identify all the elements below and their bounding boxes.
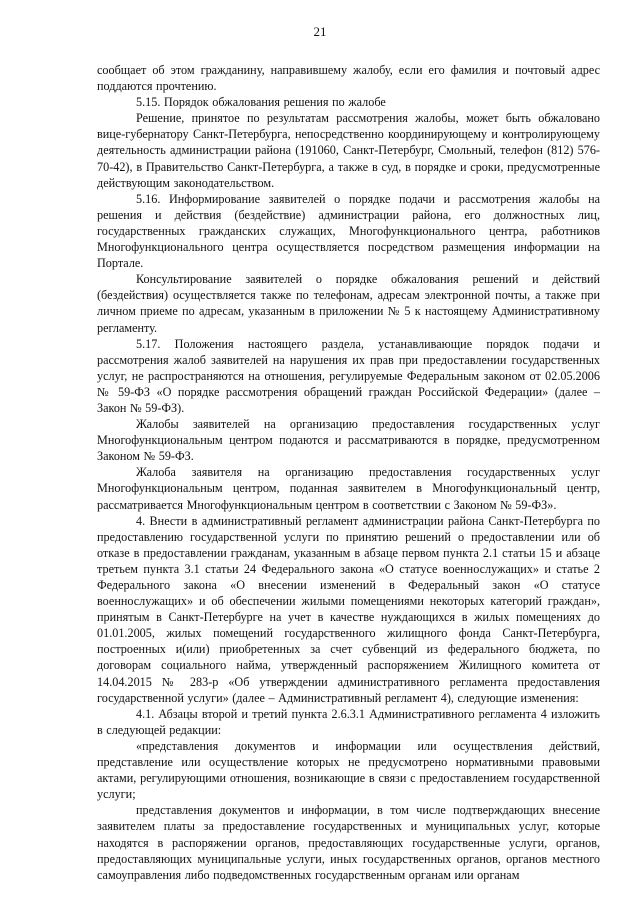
- paragraph: Жалобы заявителей на организацию предоставления государственных услуг Многофункциональным центром подаются и рассматриваются в порядке, предусмотренном Законом № 59-ФЗ.: [97, 417, 600, 464]
- paragraph: 5.15. Порядок обжалования решения по жалобе: [136, 95, 386, 110]
- page-number: 21: [313, 24, 327, 39]
- paragraph: 4.1. Абзацы второй и третий пункта 2.6.3.1 Административного регламента 4 изложить в следующей редакции:: [97, 706, 600, 737]
- paragraph: сообщает об этом гражданину, направившему жалобу, если его фамилия и почтовый адрес поддаются прочтению.: [97, 63, 600, 94]
- paragraph: 4. Внести в административный регламент администрации района Санкт-Петербурга по предоставлению государственной услуги по принятию решений о предоставлении или об отказе в предоставлении гражданам, указанным в абзаце первом пункта 2.1 статьи 15 и абзаце третьем пункта 3.1 статьи 24 Федерального закона «О статусе военнослужащих» и статье 2 Федерального закона «О внесении изменений в Федеральный закон «О статусе военнослужащих» и об обеспечении жилыми помещениями некоторых категорий граждан», принятым в Санкт-Петербурге на учет в качестве нуждающихся в жилых помещениях до 01.01.2005, жилых помещений государственного жилищного фонда Санкт-Петербурга, построенных и(или) приобретенных за счет субвенций из федерального бюджета, по договорам социального найма, утвержденный распоряжением Жилищного комитета от 14.04.2015 № 283-р «Об утверждении административного регламента предоставления государственной услуги» (далее – Административный регламент 4), следующие изменения:: [97, 513, 600, 705]
- document-body: [97, 62, 600, 883]
- paragraph: Консультирование заявителей о порядке обжалования решений и действий (бездействия) осуществляется также по телефонам, адресам электронной почты, а также при личном приеме по адресам, указанным в приложении № 5 к настоящему Административному регламенту.: [97, 272, 600, 335]
- paragraph: 5.16. Информирование заявителей о порядке подачи и рассмотрения жалобы на решения и действия (бездействие) администрации района, его должностных лиц, государственных гражданских служащих, Многофункционального центра, работников Многофункционального центра осуществляется посредством размещения информации на Портале.: [97, 191, 600, 271]
- paragraph: Решение, принятое по результатам рассмотрения жалобы, может быть обжаловано вице-губернатору Санкт-Петербурга, непосредственно координирующему и контролирующему деятельность администрации района (191060, Санкт-Петербург, Смольный, телефон (812) 576-70-42), в Правительство Санкт-Петербурга, а также в суд, в порядке и сроки, предусмотренные действующим законодательством.: [97, 111, 600, 190]
- paragraph: Жалоба заявителя на организацию предоставления государственных услуг Многофункциональным центром, поданная заявителем в Многофункциональный центр, рассматривается Многофункциональным центром в соответствии с Законом № 59-ФЗ».: [97, 465, 600, 512]
- paragraph: представления документов и информации, в том числе подтверждающих внесение заявителем платы за предоставление государственных и муниципальных услуг, которые находятся в распоряжении органов, предоставляющих государственные услуги, органов, предоставляющих муниципальные услуги, иных государственных органов, органов местного самоуправления либо подведомственных государственным органам или органам: [97, 803, 600, 882]
- paragraph: «представления документов и информации или осуществления действий, представление или осуществление которых не предусмотрено нормативными правовыми актами, регулирующими отношения, возникающие в связи с предоставлением государственной услуги;: [97, 738, 600, 802]
- paragraph: 5.17. Положения настоящего раздела, устанавливающие порядок подачи и рассмотрения жалоб заявителей на нарушения их прав при предоставлении государственных услуг, не распространяются на отношения, регулируемые Федеральным законом от 02.05.2006 № 59-ФЗ «О порядке рассмотрения обращений граждан Российской Федерации» (далее – Закон № 59-ФЗ).: [97, 336, 600, 415]
